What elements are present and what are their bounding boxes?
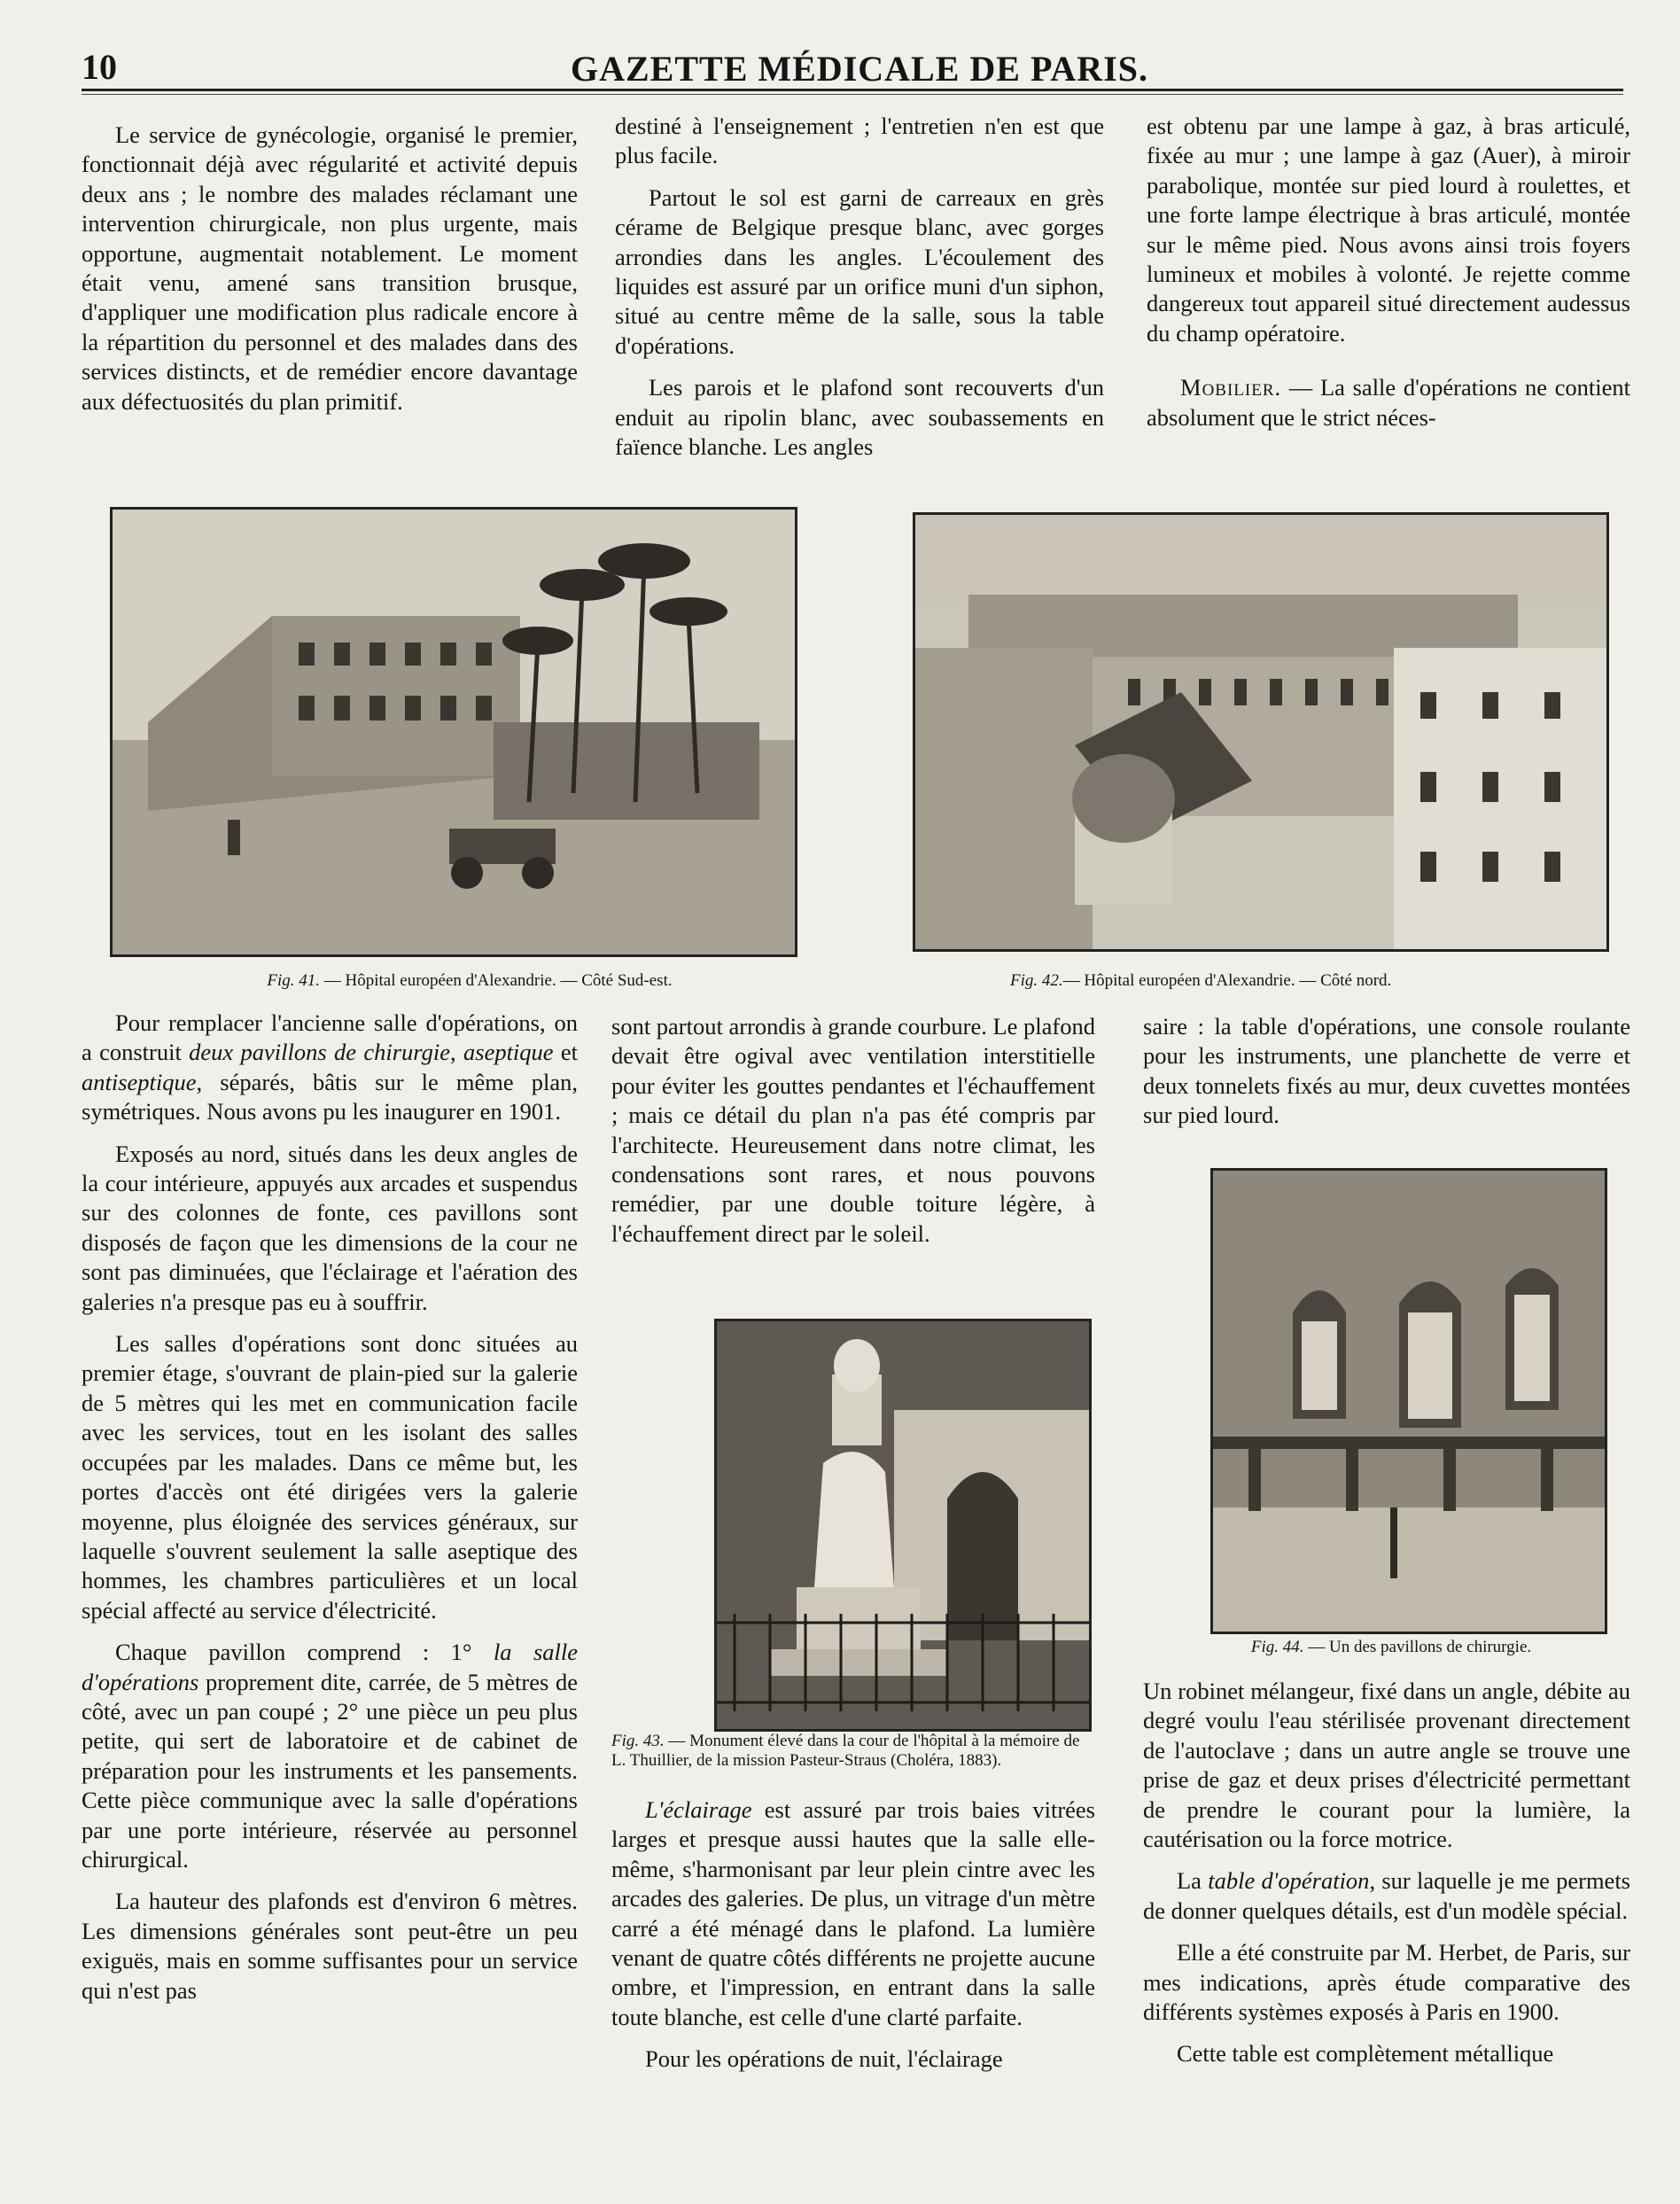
column-1-bottom — [82, 1009, 578, 2005]
hospital-southeast-illustration — [113, 510, 795, 954]
column-3-bottom — [1143, 1677, 1630, 2069]
paragraph: est obtenu par une lampe à gaz, à bras articulé, fixée au mur ; une lampe à gaz (Auer), à miroir parabolique, montée sur pied lourd à roulettes, et une forte lampe électrique à bras articulé, montée sur le même pied. Nous avons ainsi trois foyers lumineux et mobiles à volonté. Je rejette comme dangereux tout appareil situé directement audessus du champ opératoire. — [1147, 113, 1630, 347]
paragraph: Un robinet mélangeur, fixé dans un angle, débite au degré voulu l'eau stérilisée provenant directement de l'autoclave ; dans un autre angle se trouve une prise de gaz et deux prises d'électricité permettant de prendre le courant pour la lumière, la cautérisation ou la force motrice. — [1143, 1678, 1630, 1853]
caption-text: — Un des pavillons de chirurgie. — [1303, 1638, 1532, 1656]
caption-text: — Hôpital européen d'Alexandrie. — Côté nord. — [1062, 971, 1392, 990]
page-number: 10 — [82, 47, 117, 87]
caption-text: — Monument élevé dans la cour de l'hôpital à la mémoire de L. Thuillier, de la mission Pasteur-Straus (Choléra, 1883). — [611, 1732, 1080, 1770]
paragraph: Pour remplacer l'ancienne salle d'opérations, on a construit deux pavillons de chirurgie, aseptique et antiseptique, séparés, bâtis sur le même plan, symétriques. Nous avons pu les inaugurer en 1901. — [82, 1009, 579, 1125]
column-2-middle — [611, 1012, 1095, 1249]
paragraph: Cette table est complètement métallique — [1177, 2040, 1554, 2068]
figure-42-caption — [1010, 971, 1613, 991]
paragraph-text: — La salle d'opérations ne contient absolument que le strict néces- — [1147, 374, 1630, 431]
hospital-north-illustration — [915, 515, 1606, 949]
figure-41-photo — [110, 507, 797, 957]
figure-43-photo — [714, 1319, 1092, 1732]
paragraph: L'éclairage est assuré par trois baies vitrées larges et presque aussi hautes que la salle elle-même, s'harmonisant par leur plein cintre avec les arcades des galeries. De plus, un vitrage d'un mètre carré a été ménagé dans le plafond. La lumière venant de quatre côtés différents ne projette aucune ombre, et l'impression, en entrant dans la salle toute blanche, est celle d'une clarté parfaite. — [611, 1796, 1095, 2030]
header-rule — [82, 89, 1623, 91]
figure-label: Fig. 43. — [611, 1732, 665, 1750]
running-head-title: GAZETTE MÉDICALE DE PARIS. — [570, 49, 1149, 89]
paragraph: Les salles d'opérations sont donc situées au premier étage, s'ouvrant de plain-pied sur la galerie de 5 mètres qui les met en communication facile avec les services, tout en les isolant des salles occupées par les malades. Dans ce même but, les portes d'accès ont été dirigées vers la galerie moyenne, plus éloignée des services généraux, sur laquelle s'ouvrent seulement la salle aseptique des hommes, les chambres particulières et un local spécial affecté au service d'électricité. — [82, 1330, 578, 1624]
paragraph: Pour les opérations de nuit, l'éclairage — [645, 2045, 1003, 2073]
monument-illustration — [717, 1321, 1089, 1729]
paragraph: Exposés au nord, situés dans les deux angles de la cour intérieure, appuyés aux arcades et suspendus sur des colonnes de fonte, ces pavillons sont disposés de façon que les dimensions de la cour ne sont pas diminuées, que l'éclairage et l'aération des galeries n'a presque pas eu à souffrir. — [82, 1140, 578, 1315]
paragraph: Partout le sol est garni de carreaux en grès cérame de Belgique presque blanc, avec gorges arrondies dans les angles. L'écoulement des liquides est assuré par un orifice muni d'un siphon, situé au centre même de la salle, sous la table d'opérations. — [615, 183, 1104, 359]
paragraph: destiné à l'enseignement ; l'entretien n'en est que plus facile. — [615, 113, 1104, 169]
figure-44-photo — [1210, 1168, 1607, 1634]
paragraph-mobilier — [1147, 373, 1630, 432]
paragraph: Le service de gynécologie, organisé le premier, fonctionnait déjà avec régularité et activité depuis deux ans ; le nombre des malades réclamant une intervention chirurgicale, non plus urgente, mais opportune, augmentait notablement. Le moment était venu, amené sans transition brusque, d'appliquer une modification plus radicale encore à la répartition du personnel et des malades dans des services distincts, et de remédier encore davantage aux défectuosités du plan primitif. — [82, 121, 578, 415]
column-2-top — [615, 112, 1104, 462]
paragraph: saire : la table d'opérations, une console roulante pour les instruments, une planchette de verre et deux tonnelets fixés au mur, deux cuvettes montées sur pied lourd. — [1143, 1013, 1630, 1129]
paragraph: La table d'opération, sur laquelle je me permets de donner quelques détails, est d'un modèle spécial. — [1143, 1867, 1630, 1924]
figure-label: Fig. 42. — [1010, 971, 1063, 990]
paragraph: sont partout arrondis à grande courbure. Le plafond devait être ogival avec ventilation interstitielle pour éviter les gouttes pendantes et l'échauffement ; mais ce détail du plan n'a pas été compris par l'architecte. Heureusement dans notre climat, les condensations sont rares, et nous pouvons remédier, par une double toiture légère, à l'échauffement direct par le soleil. — [611, 1013, 1096, 1247]
figure-42-photo — [913, 512, 1609, 952]
figure-44-caption — [1152, 1638, 1630, 1657]
column-3-top — [1147, 112, 1630, 432]
figure-label: Fig. 44. — [1250, 1638, 1304, 1656]
column-3-middle — [1143, 1012, 1630, 1131]
column-1-top — [82, 121, 578, 417]
paragraph: Chaque pavillon comprend : 1° la salle d'opérations proprement dite, carrée, de 5 mètres de côté, avec un pan coupé ; 2° une pièce un peu plus petite, qui sert de laboratoire et de cabinet de préparation pour les instruments et les pansements. Cette pièce communique avec la salle d'opérations par une porte intérieure, réservée au personnel chirurgical. — [82, 1639, 578, 1873]
paragraph: Elle a été construite par M. Herbet, de Paris, sur mes indications, après étude comparative des différents systèmes exposés à Paris en 1900. — [1143, 1939, 1630, 2026]
figure-label: Fig. 41. — [267, 971, 321, 990]
header-rule-thin — [82, 94, 1623, 95]
paragraph: La hauteur des plafonds est d'environ 6 mètres. Les dimensions générales sont peut-être un peu exiguës, mais en somme suffisantes pour un service qui n'est pas — [82, 1888, 578, 2004]
surgical-pavilion-illustration — [1213, 1171, 1605, 1632]
section-label: Mobilier. — [1180, 374, 1282, 401]
column-2-bottom — [611, 1795, 1095, 2075]
figure-41-caption — [168, 971, 771, 991]
figure-43-caption — [611, 1732, 1095, 1771]
paragraph: Les parois et le plafond sont recouverts d'un enduit au ripolin blanc, avec soubassements en faïence blanche. Les angles — [615, 374, 1104, 461]
caption-text: — Hôpital européen d'Alexandrie. — Côté Sud-est. — [320, 971, 673, 990]
